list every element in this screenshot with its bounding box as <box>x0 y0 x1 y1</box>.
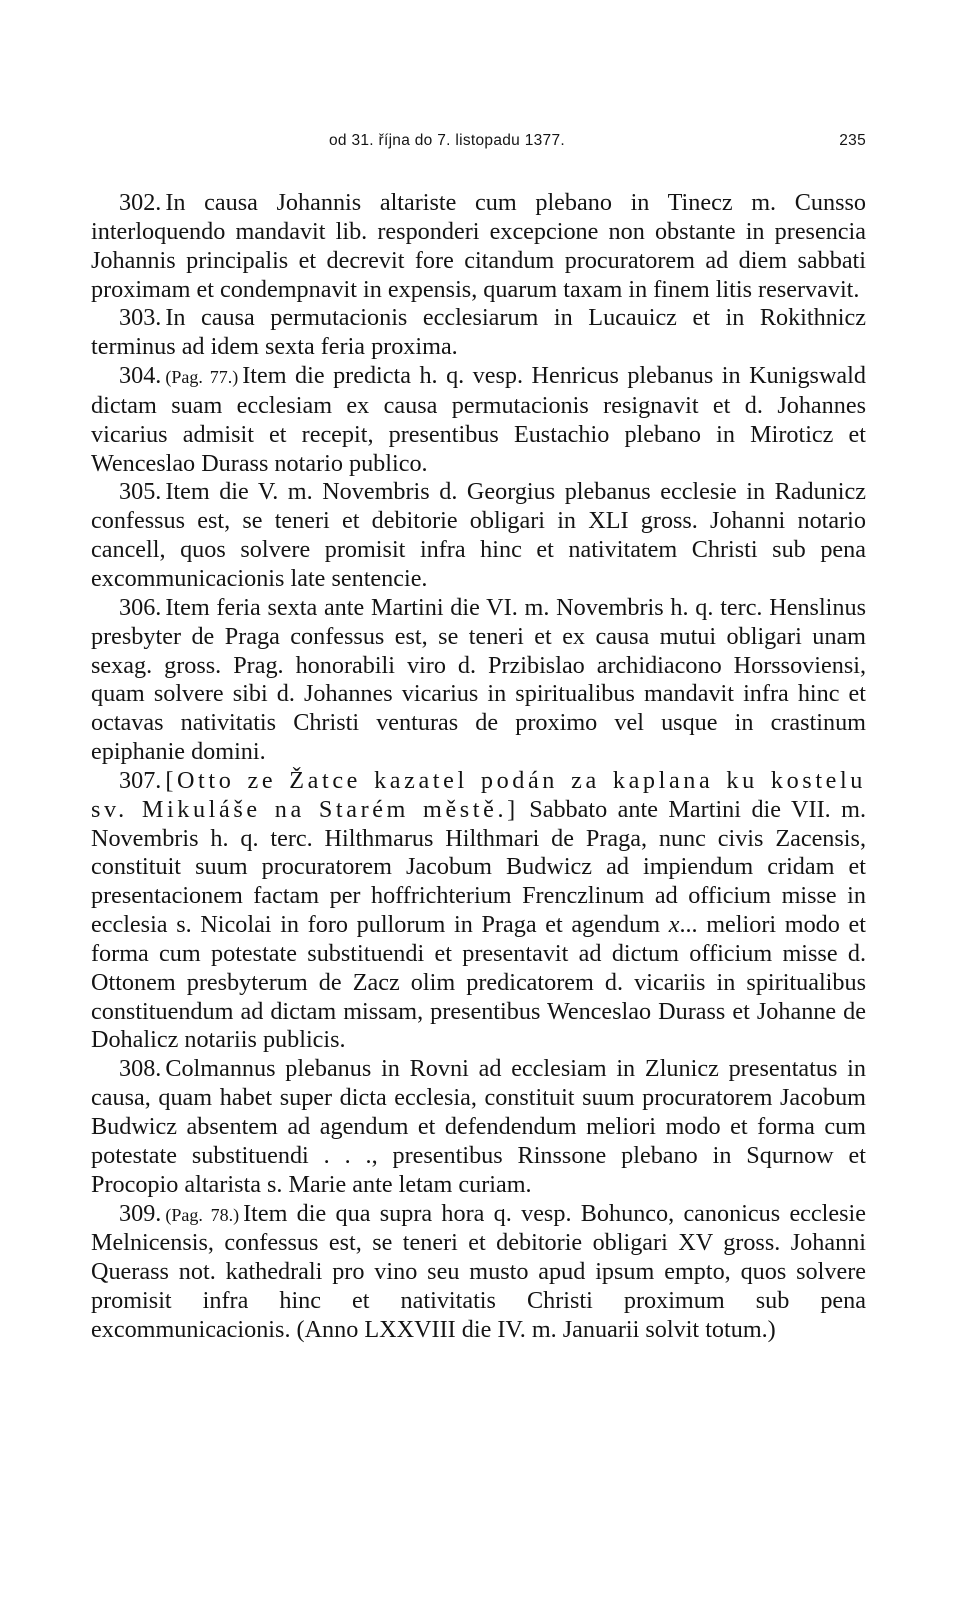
entry-number: 303. <box>119 304 162 332</box>
page-reference: (Pag. 78.) <box>165 1204 240 1225</box>
x-mark: x <box>668 911 680 939</box>
entry-text: Item die qua supra hora q. vesp. Bohunco, canonicus ecclesie Melnicensis, confessus est, se teneri et debitorie obligari XV gross. Johanni Querass not. kathedrali pro vino seu musto apud ipsum empto, quos solvere promisit infra hinc et nativitatis Christi proximum sub pena excommunicacionis. (Anno LXXVIII die IV. m. Januarii solvit totum.) <box>91 1199 866 1343</box>
entry-305 <box>91 478 866 593</box>
page-reference: (Pag. 77.) <box>165 367 239 388</box>
entry-text-continued: ... meliori modo et forma cum potestate substituendi et presentavit ad dictum officium misse d. Ottonem presbyterum de Zacz olim predicatorem d. vicariis in spiritualibus constituendum ad dictam missam, presentibus Wenceslao Durass et Johanne de Dohalicz notariis publicis. <box>91 911 866 1054</box>
entry-number: 302. <box>119 189 162 216</box>
entry-304 <box>91 362 866 478</box>
entry-307 <box>91 767 866 1055</box>
entry-309 <box>91 1200 866 1345</box>
running-header <box>91 132 866 156</box>
entry-303 <box>91 304 866 362</box>
entry-text: Colmannus plebanus in Rovni ad ecclesiam in Zlunicz presentatus in causa, quam habet super dicta ecclesia, constituit suum procuratorem Jacobum Budwicz absentem ad agendum et defendendum meliori modo et forma cum potestate substituendi . . ., presentibus Rinssone plebano in Squrnow et Procopio altarista s. Marie ante letam curiam. <box>91 1055 866 1198</box>
entry-308 <box>91 1055 866 1199</box>
entry-number: 309. <box>119 1199 162 1227</box>
entry-302 <box>91 189 866 304</box>
entry-number: 307. <box>119 766 162 794</box>
entry-text: Item feria sexta ante Martini die VI. m. Novembris h. q. terc. Henslinus presbyter de Praga confessus est, se teneri et ex causa mutui obligari unam sexag. gross. Prag. honorabili viro d. Przibislao archidiacono Horssoviensi, quam solvere sibi d. Johannes vicarius in spiritualibus mandavit infra hinc et octavas nativitatis Christi venturas de proximo vel usque in crastinum epiphanie domini. <box>91 593 866 766</box>
entry-text: In causa Johannis altariste cum plebano in Tinecz m. Cunsso interloquendo mandavit lib. responderi excepcione non obstante in presencia Johannis principalis et decrevit fore citandum procuratorem ad diem sabbati proximam et condempnavit in expensis, quarum taxam in finem litis reservavit. <box>91 189 866 303</box>
entry-text: Item die predicta h. q. vesp. Henricus plebanus in Kunigswald dictam suam ecclesiam ex causa permutacionis resignavit et d. Johannes vicarius admisit et recepit, presentibus Eustachio plebano in Miroticz et Wenceslao Durass notario publico. <box>91 362 866 477</box>
document-body <box>91 189 866 1345</box>
editorial-note: [Otto ze Žatce kazatel podán za kaplana ku kostelu sv. Mikuláše na Starém městě.] <box>91 766 866 823</box>
entry-number: 304. <box>119 362 162 390</box>
entry-text: Sabbato ante Martini die VII. m. Novembris h. q. terc. Hilthmarus Hilthmari de Praga, nunc civis Zacensis, constituit suum procuratorem Jacobum Budwicz ad impiendum cridam et presentacionem factam per hoffrichterium Frenczlinum ad officium misse in ecclesia s. Nicolai in foro pullorum in Praga et agendum <box>91 795 867 939</box>
page-number: 235 <box>839 132 866 149</box>
entry-number: 308. <box>119 1055 162 1083</box>
running-title: od 31. října do 7. listopadu 1377. <box>329 132 565 149</box>
entry-306 <box>91 594 866 767</box>
entry-number: 305. <box>119 478 162 506</box>
entry-text: In causa permutacionis ecclesiarum in Lucauicz et in Rokithnicz terminus ad idem sexta feria proxima. <box>91 304 866 361</box>
entry-number: 306. <box>119 593 162 621</box>
entry-text: Item die V. m. Novembris d. Georgius plebanus ecclesie in Radunicz confessus est, se teneri et debitorie obligari in XLI gross. Johanni notario cancell, quos solvere promisit infra hinc et nativitatem Christi sub pena excommunicacionis late sentencie. <box>91 478 866 592</box>
